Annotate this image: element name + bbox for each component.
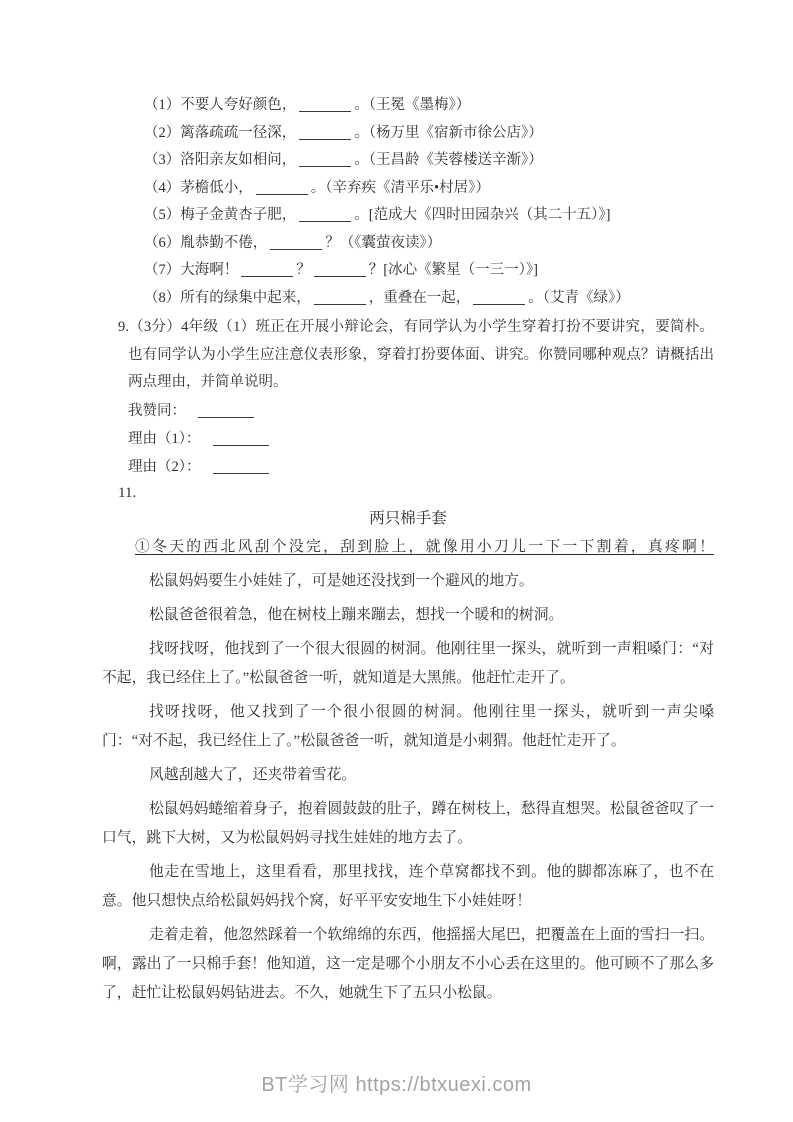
- passage-paragraph: 走着走着，他忽然踩着一个软绵绵的东西，他摇摇大尾巴，把覆盖在上面的雪扫一扫。啊，露出了一只棉手套！他知道，这一定是哪个小朋友不小心丢在这里的。他可顾不了那么多了，赶忙让松鼠妈妈钻进去。不久，她就生下了五只小松鼠。: [102, 926, 714, 1001]
- passage-paragraph: 松鼠妈妈要生小娃娃了，可是她还没找到一个避风的地方。: [149, 572, 534, 589]
- agree-line: [128, 397, 714, 425]
- question-9-answer-lines: [128, 397, 714, 481]
- reason1-label: 理由（1）：: [128, 430, 201, 447]
- fill-in-text: ？: [296, 262, 311, 278]
- question-text: （3分）4年级（1）班正在开展小辩论会，有同学认为小学生穿着打扮不要讲究，要简朴。也有同学认为小学生应注意仪表形象，穿着打扮要体面、讲究。你赞同哪种观点？请概括出两点理由，并简单说明。: [128, 319, 714, 390]
- fill-in-text: （8）所有的绿集中起来，: [144, 289, 311, 306]
- fill-in-text: 。（艾青《绿》）: [528, 289, 630, 306]
- passage-body: [102, 533, 714, 1008]
- answer-blank: [299, 151, 351, 167]
- answer-blank: [270, 234, 322, 250]
- answer-blank: [198, 402, 254, 418]
- site-url: https://btxuexi.com: [355, 1074, 532, 1096]
- fill-in-text: （4）茅檐低小，: [144, 179, 253, 196]
- site-name: BT学习网: [261, 1074, 350, 1096]
- fill-in-item: [144, 147, 714, 175]
- passage-title: 两只棉手套: [369, 509, 447, 527]
- answer-blank: [473, 289, 525, 305]
- fill-in-item: [144, 175, 714, 203]
- reason-line: [128, 425, 714, 453]
- fill-in-text: （5）梅子金黄杏子肥，: [144, 207, 297, 223]
- passage-paragraph: 找呀找呀，他找到了一个很大很圆的树洞。他刚往里一探头，就听到一声粗嗓门：“对不起，我已经住上了。”松鼠爸爸一听，就知道是大黑熊。他赶忙走开了。: [102, 640, 714, 686]
- fill-in-text: 。（杨万里《宿新市徐公店》）: [354, 124, 543, 141]
- fill-in-text: ？[冰心《繁星（一三一）》]: [368, 262, 538, 278]
- passage-paragraph: 松鼠爸爸很着急，他在树枝上蹦来蹦去，想找一个暖和的树洞。: [149, 606, 564, 623]
- passage-paragraph: 他走在雪地上，这里看看，那里找找，连个草窝都找不到。他的脚都冻麻了，也不在意。他只想快点给松鼠妈妈找个窝，好平平安安地生下小娃娃呀！: [102, 863, 714, 909]
- answer-blank: [299, 124, 351, 140]
- fill-in-item: [144, 92, 714, 120]
- passage-paragraph: 松鼠妈妈蜷缩着身子，抱着圆鼓鼓的肚子，蹲在树枝上，愁得直想哭。松鼠爸爸叹了一口气，跳下大树，又为松鼠妈妈寻找生娃娃的地方去了。: [102, 800, 714, 846]
- fill-in-section: [144, 92, 714, 312]
- fill-in-text: 。（辛弃疾《清平乐•村居》）: [310, 179, 490, 196]
- answer-blank: [241, 261, 293, 277]
- underlined-sentence: ①冬天的西北风刮个没完，刮到脸上，就像用小刀儿一下一下割着，真疼啊！: [135, 538, 714, 555]
- fill-in-text: （3）洛阳亲友如相问，: [144, 152, 297, 168]
- passage-paragraph: 找呀找呀，他又找到了一个很小很圆的树洞。他刚往里一探头，就听到一声尖嗓门：“对不起，我已经住上了。”松鼠爸爸一听，就知道是小刺猬。他赶忙走开了。: [102, 703, 714, 749]
- fill-in-text: （1）不要人夸好颜色，: [144, 97, 297, 113]
- fill-in-item: [144, 285, 714, 313]
- fill-in-text: （7）大海啊！: [144, 262, 239, 278]
- fill-in-text: 。（王昌龄《芙蓉楼送辛渐》）: [354, 152, 543, 168]
- question-11-number: 11.: [118, 484, 137, 501]
- watermark: [0, 1068, 793, 1097]
- fill-in-text: （2）篱落疏疏一径深，: [144, 124, 297, 141]
- fill-in-item: [144, 257, 714, 285]
- agree-label: 我赞同：: [128, 402, 186, 419]
- exam-page: [102, 0, 714, 1013]
- reason2-label: 理由（2）：: [128, 458, 201, 475]
- fill-in-text: ，重叠在一起，: [368, 289, 471, 306]
- answer-blank: [256, 179, 308, 195]
- answer-blank: [314, 289, 366, 305]
- fill-in-text: 。[范成大《四时田园杂兴（其二十五）》]: [354, 207, 611, 223]
- answer-blank: [213, 458, 269, 474]
- fill-in-item: [144, 120, 714, 148]
- reason-line: [128, 453, 714, 481]
- fill-in-text: （6）胤恭勤不倦，: [144, 234, 268, 251]
- answer-blank: [299, 206, 351, 222]
- answer-blank: [314, 261, 366, 277]
- passage-paragraph: 风越刮越大了，还夹带着雪花。: [149, 766, 357, 783]
- fill-in-item: [144, 202, 714, 230]
- answer-blank: [213, 430, 269, 446]
- question-number: 9.: [118, 319, 129, 335]
- fill-in-text: ？（《囊萤夜读》）: [325, 234, 442, 251]
- question-9: [118, 314, 714, 397]
- answer-blank: [299, 96, 351, 112]
- fill-in-text: 。（王冕《墨梅》）: [354, 97, 471, 113]
- fill-in-item: [144, 230, 714, 258]
